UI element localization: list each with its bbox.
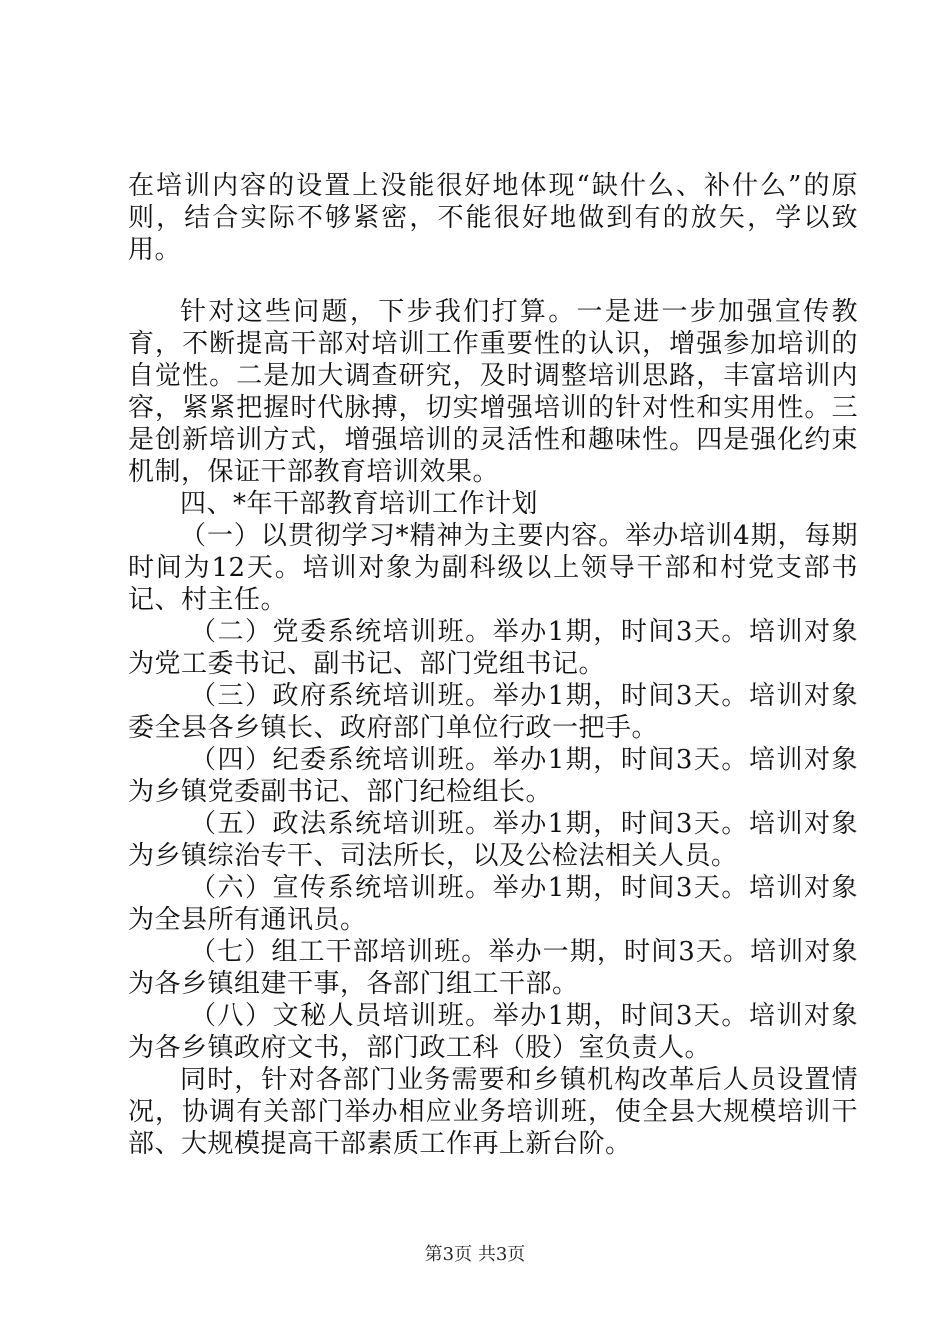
paragraph-closing: 同时，针对各部门业务需要和乡镇机构改革后人员设置情况，协调有关部门举办相应业务培训班，使全县大规模培训干部、大规模提高干部素质工作再上新台阶。 [128,1065,858,1159]
paragraph-continuation: 在培训内容的设置上没能很好地体现“缺什么、补什么”的原则，结合实际不够紧密，不能很好地做到有的放矢，学以致用。 [128,171,858,265]
plan-item-6: （六）宣传系统培训班。举办1期，时间3天。培训对象为全县所有通讯员。 [128,873,858,935]
plan-item-5: （五）政法系统培训班。举办1期，时间3天。培训对象为乡镇综治专干、司法所长，以及公检法相关人员。 [128,809,858,871]
page-number-footer: 第3页 共3页 [424,1244,526,1265]
plan-item-8: （八）文秘人员培训班。举办1期，时间3天。培训对象为各乡镇政府文书，部门政工科（股）室负责人。 [128,1001,858,1063]
document-body [128,170,858,1160]
plan-item-4: （四）纪委系统培训班。举办1期，时间3天。培训对象为乡镇党委副书记、部门纪检组长。 [128,745,858,807]
plan-item-7: （七）组工干部培训班。举办一期，时间3天。培训对象为各乡镇组建干事，各部门组工干部。 [128,937,858,999]
plan-item-1: （一）以贯彻学习*精神为主要内容。举办培训4期，每期时间为12天。培训对象为副科级以上领导干部和村党支部书记、村主任。 [128,521,858,615]
paragraph-problem-response: 针对这些问题，下步我们打算。一是进一步加强宣传教育，不断提高干部对培训工作重要性的认识，增强参加培训的自觉性。二是加大调查研究，及时调整培训思路，丰富培训内容，紧紧把握时代脉搏，切实增强培训的针对性和实用性。三是创新培训方式，增强培训的灵活性和趣味性。四是强化约束机制，保证干部教育培训效果。 [128,297,858,487]
plan-item-2: （二）党委系统培训班。举办1期，时间3天。培训对象为党工委书记、副书记、部门党组书记。 [128,617,858,679]
section-heading-plan: 四、*年干部教育培训工作计划 [180,489,539,519]
plan-item-3: （三）政府系统培训班。举办1期，时间3天。培训对象委全县各乡镇长、政府部门单位行政一把手。 [128,681,858,743]
